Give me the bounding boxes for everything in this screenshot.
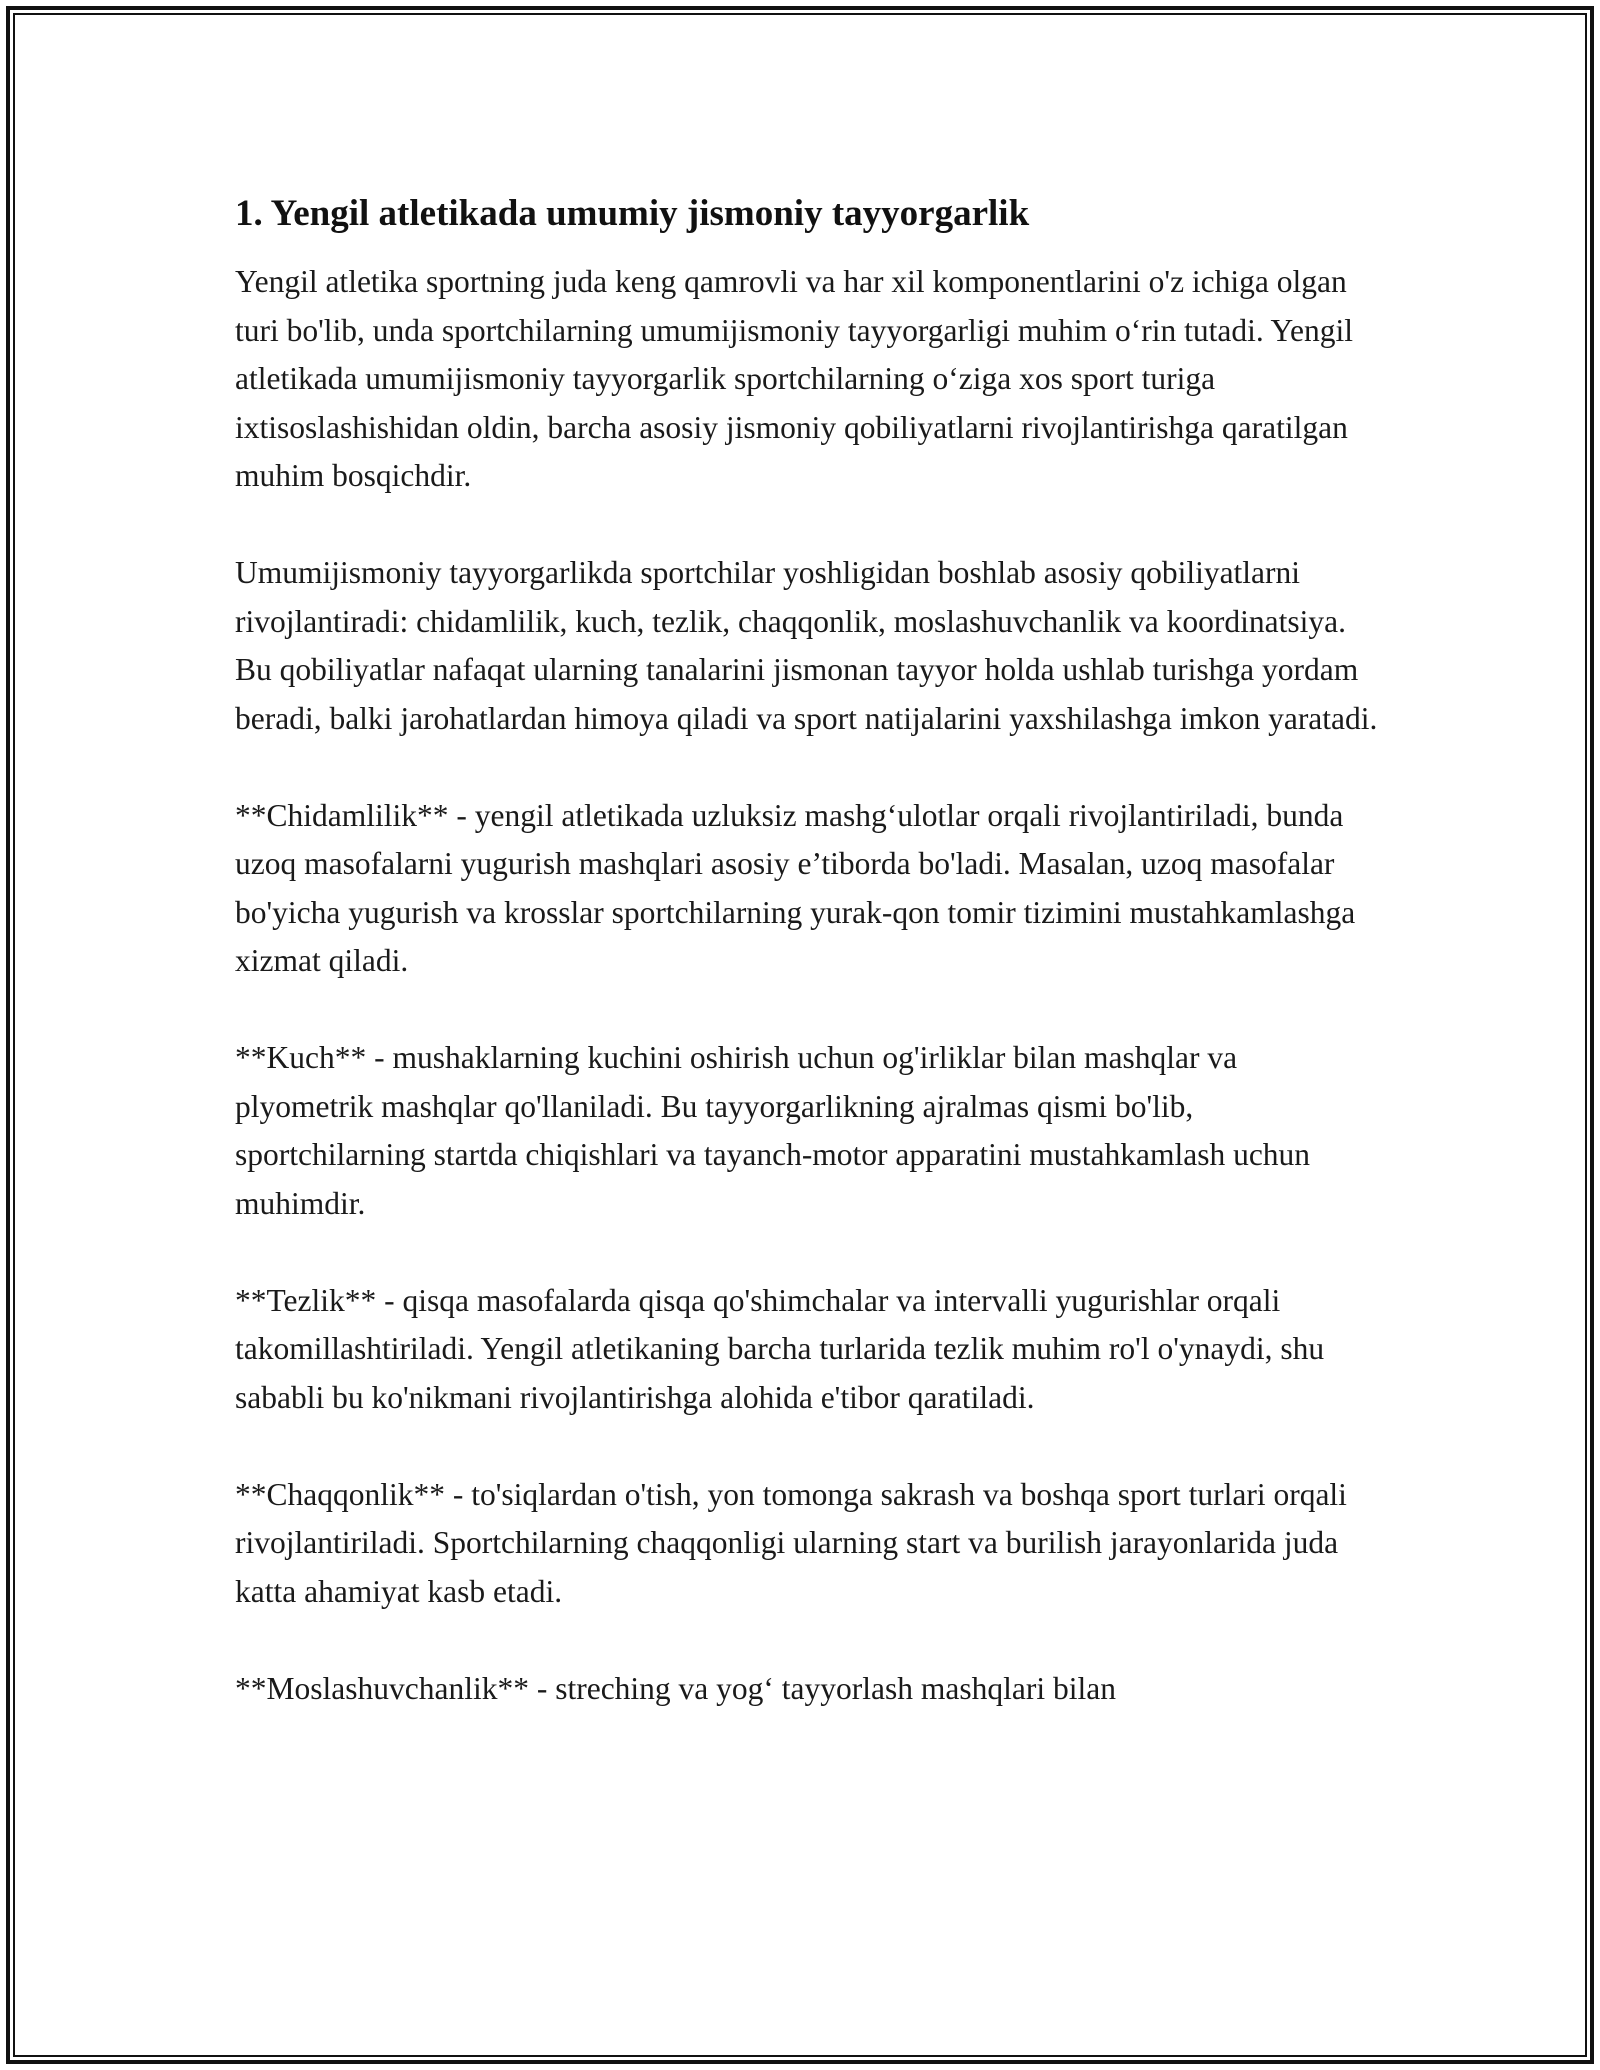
paragraph-flexibility: **Moslashuvchanlik** - streching va yog‘ tayyorlash mashqlari bilan <box>235 1670 1116 1706</box>
paragraph-endurance: **Chidamlilik** - yengil atletikada uzluksiz mashg‘ulotlar orqali rivojlantiriladi, bunda uzoq masofalarni yugurish mashqlari asosiy e’tiborda bo'ladi. Masalan, uzoq masofalar bo'yicha yugurish va krosslar sportchilarning yurak-qon tomir tizimini mustahkamlashga xizmat qiladi. <box>235 797 1356 978</box>
paragraph-speed: **Tezlik** - qisqa masofalarda qisqa qo'shimchalar va intervalli yugurishlar orqali takomillashtiriladi. Yengil atletikaning barcha turlarida tezlik muhim ro'l o'ynaydi, shu sababli bu ko'nikmani rivojlantirishga alohida e'tibor qaratiladi. <box>235 1282 1325 1415</box>
paragraph-abilities: Umumijismoniy tayyorgarlikda sportchilar yoshligidan boshlab asosiy qobiliyatlarni rivojlantiradi: chidamlilik, kuch, tezlik, chaqqonlik, moslashuvchanlik va koordinatsiya. Bu qobiliyatlar nafaqat ularning tanalarini jismonan tayyor holda ushlab turishga yordam beradi, balki jarohatlardan himoya qiladi va sport natijalarini yaxshilashga imkon yaratadi. <box>235 555 1378 736</box>
paragraph-agility: **Chaqqonlik** - to'siqlardan o'tish, yon tomonga sakrash va boshqa sport turlari orqali rivojlantiriladi. Sportchilarning chaqqonligi ularning start va burilish jarayonlarida juda katta ahamiyat kasb etadi. <box>235 1476 1347 1609</box>
paragraph-intro: Yengil atletika sportning juda keng qamrovli va har xil komponentlarini o'z ichiga olgan turi bo'lib, unda sportchilarning umumijismoniy tayyorgarligi muhim o‘rin tutadi. Yengil atletikada umumijismoniy tayyorgarlik sportchilarning o‘ziga xos sport turiga ixtisoslashishidan oldin, barcha asosiy jismoniy qobiliyatlarni rivojlantirishga qaratilgan muhim bosqichdir. <box>235 264 1354 493</box>
document-body <box>235 188 1380 1713</box>
paragraph-strength: **Kuch** - mushaklarning kuchini oshirish uchun og'irliklar bilan mashqlar va plyometrik mashqlar qo'llaniladi. Bu tayyorgarlikning ajralmas qismi bo'lib, sportchilarning startda chiqishlari va tayanch-motor apparatini mustahkamlash uchun muhimdir. <box>235 1040 1311 1221</box>
section-heading: 1. Yengil atletikada umumiy jismoniy tayyorgarlik <box>235 193 1030 234</box>
